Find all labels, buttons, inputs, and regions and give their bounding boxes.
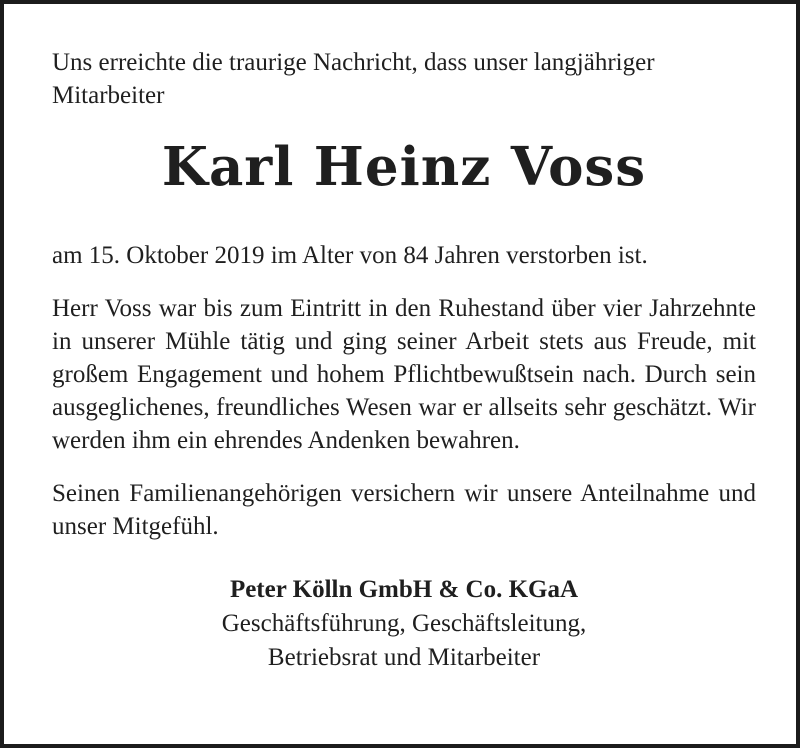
signature-line-staff: Betriebsrat und Mitarbeiter: [267, 644, 541, 671]
date-line: am 15. Oktober 2019 im Alter von 84 Jahren verstorben ist.: [52, 242, 648, 269]
condolence-paragraph: Seinen Familienangehörigen versichern wir unsere Anteilnahme und unser Mitgefühl.: [52, 480, 756, 540]
tribute-paragraph: Herr Voss war bis zum Eintritt in den Ruhestand über vier Jahrzehnte in unserer Mühle tätig und ging seiner Arbeit stets aus Freude, mit großem Engagement und hohem Pflichtbewußtsein nach. Durch sein ausgeglichenes, freundliches Wesen war er allseits sehr geschätzt. Wir werden ihm ein ehrendes Andenken bewahren.: [52, 295, 756, 454]
signature-line-management: Geschäftsführung, Geschäftsleitung,: [221, 610, 587, 637]
intro-text: Uns erreichte die traurige Nachricht, dass unser langjähriger Mitarbeiter: [52, 49, 655, 109]
obituary-notice: [52, 46, 756, 675]
company-name: Peter Kölln GmbH & Co. KGaA: [229, 576, 579, 603]
deceased-name: Karl Heinz Voss: [161, 136, 647, 198]
signature-block: [52, 573, 756, 675]
